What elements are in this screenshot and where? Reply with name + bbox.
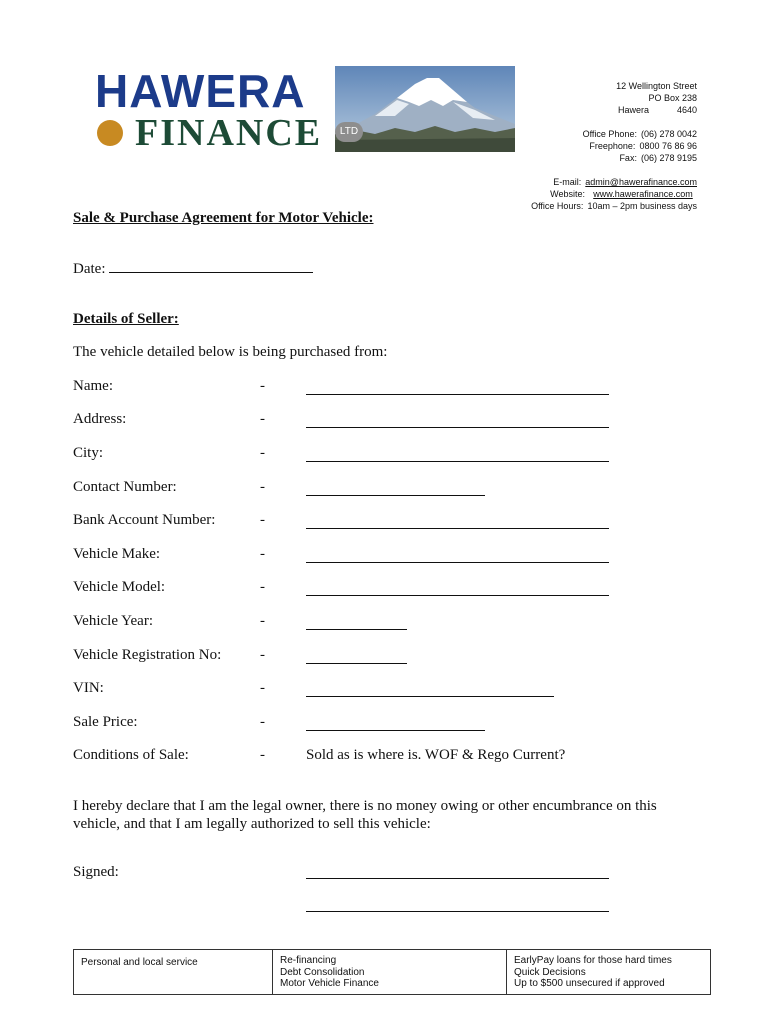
field-vehicle-year [73,613,693,633]
fax-row [480,152,697,164]
field-dash: - [260,479,265,495]
contact-block [480,80,697,212]
field-address [73,411,693,431]
vehicle-model-line[interactable] [306,595,609,596]
contact-number-line[interactable] [306,495,485,496]
address-line[interactable] [306,427,609,428]
field-dash: - [260,747,265,763]
seller-heading: Details of Seller: [73,311,179,327]
signature-line-1[interactable] [306,878,609,879]
registration-line[interactable] [306,663,407,664]
website-link[interactable]: www.hawerafinance.com [593,189,693,199]
footer-item: Motor Vehicle Finance [280,978,379,989]
field-bank-account [73,512,693,532]
office-phone-row [480,128,697,140]
hours-row [480,200,697,212]
freephone-row [480,140,697,152]
city-line[interactable] [306,461,609,462]
field-conditions-of-sale [73,747,693,767]
field-label: City: [73,445,104,461]
field-dash: - [260,579,265,595]
field-sale-price [73,714,693,734]
field-label: Conditions of Sale: [73,747,189,763]
field-label: Vehicle Registration No: [73,647,222,663]
logo-text-hawera: HAWERA [95,65,306,117]
freephone: 0800 76 86 96 [639,141,697,151]
document-title: Sale & Purchase Agreement for Motor Vehicle: [73,210,374,226]
name-line[interactable] [306,394,609,395]
freephone-label: Freephone: [589,141,636,151]
sale-price-line[interactable] [306,730,485,731]
po-box: PO Box 238 [648,93,697,103]
postcode: 4640 [676,105,697,115]
email-link[interactable]: admin@hawerafinance.com [585,177,697,187]
logo-text-finance: FINANCE [135,112,323,154]
date-label: Date: [73,261,106,277]
fax-label: Fax: [619,153,637,163]
field-dash: - [260,378,265,394]
footer-item: Debt Consolidation [280,966,365,978]
logo-dot-icon [97,120,123,146]
field-label: Sale Price: [73,714,138,730]
field-label: Address: [73,411,127,427]
field-label: Vehicle Model: [73,579,166,595]
office-hours: 10am – 2pm business days [587,201,697,211]
footer-item: Quick Decisions [514,966,586,978]
website-label: Website: [550,189,585,199]
declaration-text: I hereby declare that I am the legal owner, there is no money owing or other encumbrance on this vehicle, and that I am legally authorized to sell this vehicle: [73,798,657,832]
field-label: Contact Number: [73,479,177,495]
website-row [480,188,697,200]
company-logo [95,66,515,154]
footer-item: Up to $500 unsecured if approved [514,978,665,989]
field-dash: - [260,680,265,696]
field-dash: - [260,647,265,663]
field-dash: - [260,411,265,427]
logo-ltd-badge: LTD [335,122,363,142]
field-label: VIN: [73,680,104,696]
field-dash: - [260,714,265,730]
signature-line-2[interactable] [306,911,609,912]
street-address: 12 Wellington Street [616,81,697,91]
date-line[interactable] [109,260,313,273]
field-label: Vehicle Year: [73,613,153,629]
town-line [480,104,697,116]
office-phone: (06) 278 0042 [640,129,697,139]
footer-services-table [73,949,711,995]
field-dash: - [260,613,265,629]
footer-item: Re-financing [280,955,337,966]
vin-line[interactable] [306,696,554,697]
field-contact-number [73,479,693,499]
footer-col-1 [74,950,273,994]
footer-col-2 [273,950,507,994]
field-dash: - [260,512,265,528]
field-name [73,378,693,398]
conditions-value: Sold as is where is. WOF & Rego Current? [306,747,566,763]
field-registration-no [73,647,693,667]
field-city [73,445,693,465]
field-label: Vehicle Make: [73,546,161,562]
field-vehicle-make [73,546,693,566]
email-label: E-mail: [553,177,582,187]
footer-item: EarlyPay loans for those hard times [514,955,672,966]
field-label: Bank Account Number: [73,512,216,528]
office-phone-label: Office Phone: [582,129,637,139]
fax: (06) 278 9195 [640,153,697,163]
email-row [480,176,697,188]
town: Hawera [617,105,649,115]
signed-label: Signed: [73,864,119,880]
hours-label: Office Hours: [531,201,584,211]
vehicle-year-line[interactable] [306,629,407,630]
field-dash: - [260,445,265,461]
field-vin [73,680,693,700]
intro-text: The vehicle detailed below is being purchased from: [73,344,388,360]
footer-item: Personal and local service [81,957,198,968]
bank-account-line[interactable] [306,528,609,529]
field-dash: - [260,546,265,562]
vehicle-make-line[interactable] [306,562,609,563]
date-row [73,260,313,278]
field-label: Name: [73,378,113,394]
field-vehicle-model [73,579,693,599]
footer-col-3 [507,950,710,994]
